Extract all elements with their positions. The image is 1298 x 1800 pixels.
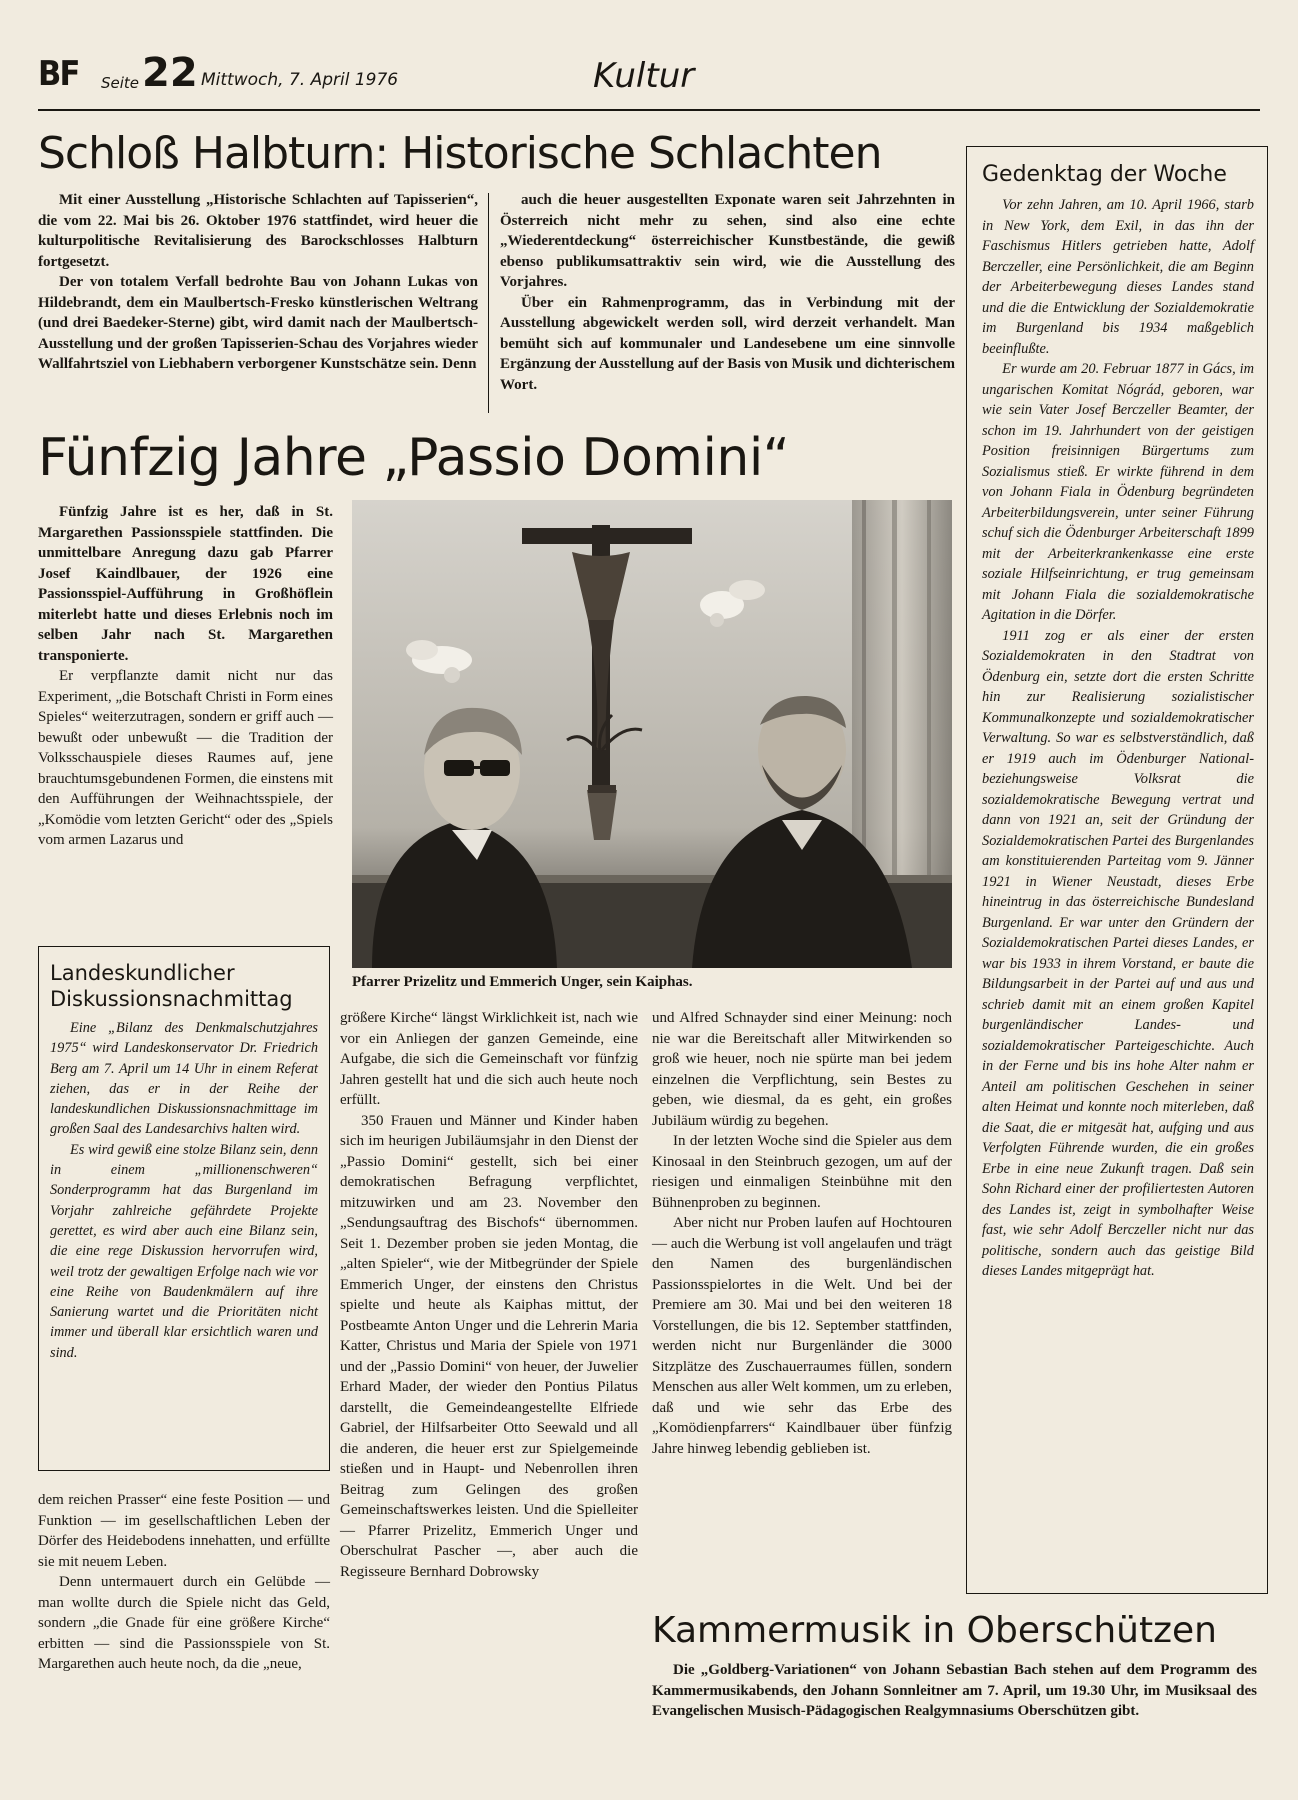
info-box-text — [50, 1018, 318, 1363]
article2-col1-cont-p2: Denn untermauert durch ein Gelübde — man wollte durch die Spiele nicht das Geld, sondern „die Gnade für eine größere Kirche“ erbitten — sind die Passionsspiele von St. Margarethen auch heute noch, da die „neue, — [38, 1574, 330, 1672]
photo-illustration — [352, 500, 952, 968]
photo-passion-play — [352, 500, 952, 968]
article2-col3-p1: und Alfred Schnayder sind einer Meinung: noch nie war die Bereitschaft aller Mitwirkenden so groß wie heuer, noch nie spürte man bei jedem einzelnen die Verpflichtung, sein Bestes zu geben, wie diesmal, da es geht, ein großes Jubiläum würdig zu begehen. — [652, 1010, 952, 1129]
article1-col1-p2: Der von totalem Verfall bedrohte Bau von Johann Lukas von Hildebrandt, dem ein Maulbertsch-Fresko künstlerischen Weltrang (und drei Baedeker-Sterne) gibt, wird damit nach der Maulbertsch-Ausstellung und der großen Tapisserien-Schau des Vorjahres wieder Wallfahrtsziel von Liebhabern verborgener Kunstschätze sein. Denn — [38, 274, 478, 372]
sidebar-text — [982, 195, 1254, 1282]
article2-col3-p2: In der letzten Woche sind die Spieler aus dem Kinosaal in den Steinbruch gezogen, um auf der riesigen und einmaligen Steinbühne mit den Bühnenproben zu beginnen. — [652, 1133, 952, 1211]
article3-text — [652, 1660, 1257, 1722]
article1-headline: Schloß Halbturn: Historische Schlachten — [38, 128, 882, 179]
sidebar-p2: Er wurde am 20. Februar 1877 in Gács, im ungarischen Komitat Nógrád, geboren, war wie sein Vater Josef Berczeller Beamter, der schon im 19. Jahrhundert von der geistigen Position freisinnigen Bürgertums zum Sozialismus stieß. Er wirkte führend in dem von Johann Fiala in Ödenburg begründeten Arbeiterbildungsverein, unter seiner Führung schuf sich die Ödenburger Arbeiterschaft 1899 mit der Arbeiterkrankenkasse eine erste soziale Hilfseinrichtung, er trug gemeinsam mit Johann Fiala die sozialdemokratische Agitation in die Dörfer. — [982, 361, 1254, 623]
article2-lead: Fünfzig Jahre ist es her, daß in St. Margarethen Passionsspiele stattfinden. Die unmittelbare Anregung dazu gab Pfarrer Josef Kaindlbauer, der 1926 eine Passionsspiel-Aufführung in Großhöflein miterlebt hatte und dieses Erlebnis noch im selben Jahr nach St. Margarethen transponierte. — [38, 504, 333, 664]
column-divider — [488, 193, 489, 413]
article2-headline: Fünfzig Jahre „Passio Domini“ — [38, 428, 790, 488]
article2-col1-bottom — [38, 1490, 330, 1675]
article1-col2-p1: auch die heuer ausgestellten Exponate waren seit Jahrzehnten in Österreich nicht mehr zu sehen, sind also eine echte „Wiederentdeckung“ österreichischer Kunstbestände, die gewiß ebenso publikumsattraktiv sein wird, wie die Ausstellung des Vorjahres. — [500, 192, 955, 290]
masthead-rule — [38, 109, 1260, 111]
photo-caption: Pfarrer Prizelitz und Emmerich Unger, sein Kaiphas. — [352, 974, 693, 990]
paper-logo: BF — [38, 54, 79, 94]
article2-col3-p3: Aber nicht nur Proben laufen auf Hochtouren — auch die Werbung ist voll angelaufen und trägt den Namen des burgenländischen Passionsspielortes in die Welt. Und bei der Premiere am 30. Mai und bei den weiteren 18 Vorstellungen, die bis 12. September stattfinden, werden nicht nur Burgenländer die 3000 Sitzplätze des Zuschauerraumes füllen, sondern Menschen aus aller Welt kommen, um zu erleben, daß und wie sehr das Erbe des „Komödienpfarrers“ Kaindlbauer über fünfzig Jahre hinweg lebendig geblieben ist. — [652, 1215, 952, 1457]
article2-col1-p1: Er verpflanzte damit nicht nur das Experiment, „die Botschaft Christi in Form eines Spieles“ weiterzutragen, sondern er griff auch — bewußt oder unbewußt — die Tradition der Volksschauspiele dieses Raumes auf, jene brauchtumsgebundenen Formen, die einstens mit den Aufführungen der Weihnachtsspiele, der „Komödie vom letzten Gericht“ oder des „Spiels vom armen Lazarus und — [38, 668, 333, 848]
article2-col3 — [652, 1008, 952, 1459]
article1-col2-p2: Über ein Rahmenprogramm, das in Verbindung mit der Ausstellung abgewickelt werden soll, wird derzeit verhandelt. Man bemüht sich auf kommunaler und Landesebene um eine sinnvolle Ergänzung der Ausstellung auf der Basis von Musik und dichterischem Wort. — [500, 294, 955, 393]
article3-p1: Die „Goldberg-Variationen“ von Johann Sebastian Bach stehen auf dem Programm des Kammermusikabends, den Johann Sonnleitner am 7. April, um 19.30 Uhr, im Musiksaal des Evangelischen Musisch-Pädagogischen Realgymnasiums Oberschützen gibt. — [652, 1662, 1257, 1719]
page-label: Seite — [101, 74, 140, 92]
sidebar-title: Gedenktag der Woche — [982, 162, 1227, 187]
masthead — [38, 50, 1260, 112]
info-box-p1: Eine „Bilanz des Denkmalschutzjahres 1975“ wird Landeskonservator Dr. Friedrich Berg am 7. April um 14 Uhr in einem Referat ziehen, das er in der Reihe der landeskundlichen Diskussionsnachmittage im großen Saal des Landesarchivs halten wird. — [50, 1020, 318, 1138]
sidebar-p1: Vor zehn Jahren, am 10. April 1966, starb in New York, dem Exil, in das ihn der Faschismus Hitlers getrieben hatte, Adolf Berczeller, eine Persönlichkeit, die am Beginn der Arbeiterbewegung dieses Landes stand und die die Entwicklung der Sozialdemokratie im Burgenland bis 1934 maßgeblich beeinflußte. — [982, 197, 1254, 357]
article2-col1-cont-p1: dem reichen Prasser“ eine feste Position — und Funktion — im gesellschaftlichen Leben der Dörfer des Heidebodens innehatten, und erfüllte sie mit neuem Leben. — [38, 1492, 330, 1570]
page-number: 22 — [142, 50, 198, 96]
section-title: Kultur — [593, 56, 695, 96]
article1-col2 — [500, 190, 955, 395]
info-box-p2: Es wird gewiß eine stolze Bilanz sein, denn in einem „millionenschweren“ Sonderprogramm hat das Burgenland im Vorjahr zahlreiche gefährdete Projekte gerettet, es wird aber auch eine Bilanz sein, die eine rege Diskussion hervorrufen wird, weil trotz der gewaltigen Erfolge nach wie vor eine Reihe von Baudenkmälern auf ihre Sanierung wartet und die Prioritäten nicht immer und überall klar ersichtlich waren und sind. — [50, 1141, 318, 1361]
article1-col1 — [38, 190, 478, 375]
article1-col1-p1: Mit einer Ausstellung „Historische Schlachten auf Tapisserien“, die vom 22. Mai bis 26. Oktober 1976 stattfindet, wird heuer die kulturpolitische Revitalisierung des Barockschlosses Halbturn fortgesetzt. — [38, 192, 478, 270]
article2-col1-top — [38, 502, 333, 851]
issue-date: Mittwoch, 7. April 1976 — [201, 70, 399, 90]
article2-col2 — [340, 1008, 638, 1582]
article3-headline: Kammermusik in Oberschützen — [652, 1610, 1217, 1651]
article2-col2-p1: größere Kirche“ längst Wirklichkeit ist, nach wie vor ein Anliegen der ganzen Gemeinde, eine Aufgabe, die sich die Gemeinschaft vor fünfzig Jahren gestellt hat und die sich auch heute noch erfüllt. — [340, 1010, 638, 1108]
info-box-title: Landeskundlicher Diskussionsnachmittag — [50, 961, 293, 1011]
sidebar-p3: 1911 zog er als einer der ersten Sozialdemokraten in den Stadtrat von Ödenburg ein, setzte dort die ersten Schritte hin zur Realisierung sozialistischer Kommunalkonzepte und sozialdemokratischer Verwaltung. So war es selbstverständlich, daß er 1919 auch im Ödenburger National- beziehungsweise Volksrat die sozialdemokratische Bewegung vertrat und dann von 1921 an, seit der Gründung der Sozialdemokratischen Partei des Burgenlandes am konstituierenden Parteitag vom 9. Jänner 1921 in Wiener Neustadt, dieses Erbe hineintrug in das österreichische Bundesland Burgenland. Er war unter den Gründern der Sozialdemokratischen Partei dieses Landes, er war bis 1933 in ihrem Vorstand, er baute die Bildungsarbeit in der Partei auf und aus und schrieb damit mit an einem großen Kapitel burgenländischer Landes- und sozialdemokratischer Parteigeschichte. Auch in der Ferne und bis ins hohe Alter nahm er Anteil am politischen Geschehen in seiner alten Heimat und konnte noch miterleben, daß die Saat, die er mitgesät hat, aufging und aus Verfolgten Führende wurden, die ein großes Erbe in eine neue Zukunft tragen. Daß sein Sohn Richard einer der profiliertesten Autoren des Landes ist, zeigt in symbolhafter Weise fast, wie sehr Adolf Berczeller nicht nur das politische, sondern auch das geistige Bild dieses Landes mitgeprägt hat. — [982, 627, 1254, 1279]
article2-col2-p2: 350 Frauen und Männer und Kinder haben sich im heurigen Jubiläumsjahr in den Dienst der „Passio Domini“ gestellt, sich bei einer demokratischen Befragung verpflichtet, mitzuwirken und am 23. November den „Sendungsauftrag des Bischofs“ übernommen. Seit 1. Dezember proben sie jeden Montag, die „alten Spieler“, wie der Mitbegründer der Spiele Emmerich Unger, der einstens den Christus spielte und heute als Kaiphas mittut, der Postbeamte Anton Unger und die Lehrerin Maria Katter, Christus und Maria der Spiele von 1971 und der „Passio Domini“ von heuer, der Juwelier Erhard Mader, der wieder den Pontius Pilatus darstellt, die Gemeindeangestellte Elfriede Gabriel, der Hilfsarbeiter Otto Seewald und all die anderen, die heuer erst zur Spielgemeinde stießen und in Haupt- und Nebenrollen ihren Beitrag zum Gelingen des großen Gemeinschaftswerkes leisten. Und die Spielleiter — Pfarrer Prizelitz, Emmerich Unger und Oberschulrat Pascher —, aber auch die Regisseure Bernhard Dobrowsky — [340, 1112, 638, 1580]
